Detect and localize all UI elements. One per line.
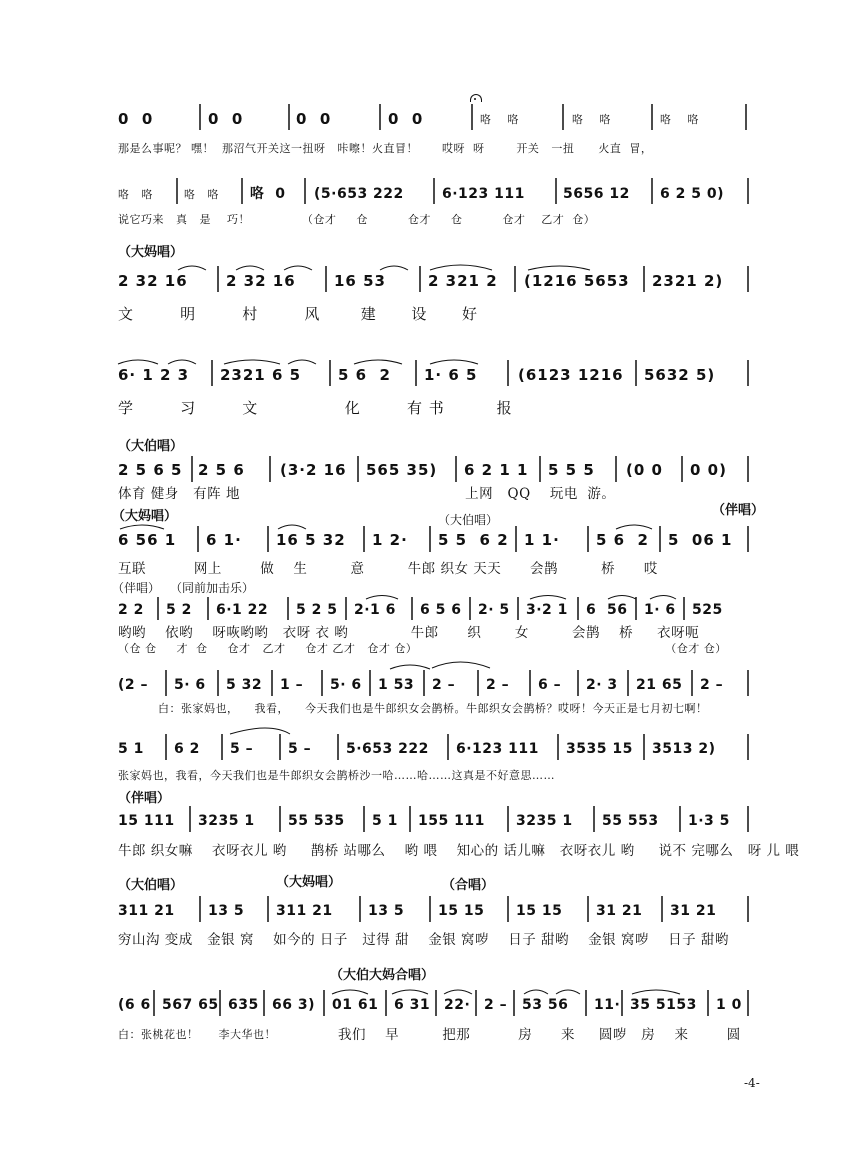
- s11-role-c: （合唱）: [442, 878, 495, 893]
- s6-measure-1: 6 56 1: [118, 531, 177, 549]
- s9-spoken-lyrics: 张家妈也，我看，今天我们也是牛郎织女会鹊桥沙一哈……哈……这真是不好意思……: [118, 769, 555, 782]
- s8-measure-1: (2 –: [118, 677, 149, 693]
- s8-measure-12: 2 –: [700, 677, 724, 693]
- s11-role-a: （大伯唱）: [118, 878, 184, 893]
- s12-measure-3: 635: [228, 997, 259, 1013]
- s12-measure-12: 1 0: [716, 997, 742, 1013]
- s3-measure-6: 2321 2): [652, 272, 724, 290]
- s9-measure-1: 5 1: [118, 741, 144, 757]
- s8-measure-3: 5 32: [226, 677, 263, 693]
- s4-measure-1: 6· 1 2 3: [118, 366, 190, 384]
- s2-measure-1: 咯 咯: [118, 188, 153, 201]
- s9-measure-3: 5 –: [230, 741, 254, 757]
- s1-lyrics: 那是么事呢？ 嘿！ 那沼气开关这一扭呀 咔嚓！火直冒！ 哎呀 呀 开关 一扭 火直 冒，: [118, 142, 653, 155]
- s10-measure-6: 3235 1: [516, 813, 573, 829]
- s6-role-right: （伴唱）: [712, 503, 765, 518]
- s2-measure-4: (5·653 222: [314, 186, 404, 202]
- s9-measure-7: 3535 15: [566, 741, 633, 757]
- s9-measure-2: 6 2: [174, 741, 200, 757]
- s8-measure-7: 2 –: [432, 677, 456, 693]
- s12-measure-5: 01 61: [332, 997, 379, 1013]
- s3-measure-2: 2 32 16: [226, 272, 296, 290]
- s9-measure-8: 3513 2): [652, 741, 716, 757]
- s10-measure-4: 5 1: [372, 813, 398, 829]
- s5-measure-3: (3·2 16: [280, 461, 347, 479]
- s3-measure-5: (1216 5653: [524, 272, 630, 290]
- s1-measure-6: 咯 咯: [572, 113, 611, 126]
- s11-measure-1: 311 21: [118, 903, 175, 919]
- s5-measure-2: 2 5 6: [198, 461, 245, 479]
- s1-measure-3: 0 0: [296, 110, 332, 128]
- s6-measure-8: 5 06 1: [668, 531, 733, 549]
- s11-measure-4: 13 5: [368, 903, 405, 919]
- s4-measure-6: 5632 5): [644, 366, 716, 384]
- s2-lyrics: 说它巧来 真 是 巧！ （仓才 仓 仓才 仓 仓才 乙才 仓）: [118, 213, 596, 226]
- s5-measure-6: 5 5 5: [548, 461, 595, 479]
- s9-measure-5: 5·653 222: [346, 741, 429, 757]
- s8-measure-11: 21 65: [636, 677, 683, 693]
- s12-measure-10: 11·: [594, 997, 621, 1013]
- s1-measure-1: 0 0: [118, 110, 154, 128]
- s11-measure-5: 15 15: [438, 903, 485, 919]
- s11-measure-3: 311 21: [276, 903, 333, 919]
- s12-measure-6: 6 31: [394, 997, 431, 1013]
- s7-measure-9: 6 56: [586, 602, 628, 618]
- s4-measure-2: 2321 6 5: [220, 366, 302, 384]
- s3-role-label: （大妈唱）: [118, 245, 184, 260]
- s2-measure-6: 5656 12: [563, 186, 630, 202]
- s7-role-left: （伴唱）: [112, 581, 161, 595]
- s3-lyrics: 文 明 村 风 建 设 好: [118, 305, 479, 323]
- s12-measure-9: 53 56: [522, 997, 569, 1013]
- s4-measure-5: (6123 1216: [518, 366, 624, 384]
- s9-measure-6: 6·123 111: [456, 741, 539, 757]
- s8-measure-4: 1 –: [280, 677, 304, 693]
- s7-lyrics: 哟哟 依哟 呀咴哟哟 衣呀 衣 哟 牛郎 织 女 会鹊 桥 衣呀呃: [118, 625, 700, 641]
- s10-lyrics: 牛郎 织女嘛 衣呀衣儿 哟 鹊桥 站哪么 哟 喂 知心的 话儿嘛 衣呀衣儿 哟 说不 完哪么 呀 儿 喂: [118, 843, 800, 859]
- s10-measure-3: 55 535: [288, 813, 345, 829]
- s2-measure-3: 咯 0: [250, 186, 286, 202]
- s12-measure-7: 22·: [444, 997, 471, 1013]
- s7-percussion: （仓 仓 才 仓 仓才 乙才 仓才 乙才 仓才 仓） （仓才 仓）: [118, 642, 727, 655]
- s12-role-label: （大伯大妈合唱）: [330, 968, 435, 983]
- s7-measure-8: 3·2 1: [526, 602, 568, 618]
- s6-measure-4: 1 2·: [372, 531, 408, 549]
- s5-lyrics: 体育 健身 有阵 地 上网 QQ 玩电 游。: [118, 486, 616, 502]
- s8-measure-10: 2· 3: [586, 677, 618, 693]
- s7-measure-11: 525: [692, 602, 723, 618]
- s7-measure-3: 6·1 22: [216, 602, 269, 618]
- s11-measure-2: 13 5: [208, 903, 245, 919]
- s7-measure-2: 5 2: [166, 602, 192, 618]
- s7-measure-6: 6 5 6: [420, 602, 462, 618]
- s6-measure-5: 5 5 6 2: [438, 531, 509, 549]
- s12-measure-4: 66 3): [272, 997, 315, 1013]
- s11-measure-7: 31 21: [596, 903, 643, 919]
- s1-measure-7: 咯 咯: [660, 113, 699, 126]
- s10-role-label: （伴唱）: [118, 791, 171, 806]
- s11-role-b: （大妈唱）: [276, 875, 342, 890]
- s5-measure-8: 0 0): [690, 461, 727, 479]
- s6-role-left: （大妈唱）: [112, 509, 178, 524]
- s7-measure-10: 1· 6: [644, 602, 676, 618]
- fermata-icon: [470, 94, 482, 102]
- s8-measure-5: 5· 6: [330, 677, 362, 693]
- s11-lyrics: 穷山沟 变成 金银 窝 如今的 日子 过得 甜 金银 窝哕 日子 甜哟 金银 窝哕 日子 甜哟: [118, 932, 729, 948]
- s5-measure-1: 2 5 6 5: [118, 461, 183, 479]
- page-number: -4-: [744, 1076, 760, 1090]
- s9-measure-4: 5 –: [288, 741, 312, 757]
- s6-measure-7: 5 6 2: [596, 531, 649, 549]
- s2-measure-5: 6·123 111: [442, 186, 525, 202]
- s2-measure-2: 咯 咯: [184, 188, 219, 201]
- s8-measure-9: 6 –: [538, 677, 562, 693]
- s1-measure-5: 咯 咯: [480, 113, 519, 126]
- s12-measure-11: 35 5153: [630, 997, 697, 1013]
- s3-measure-3: 16 53: [334, 272, 386, 290]
- s8-measure-6: 1 53: [378, 677, 415, 693]
- s8-measure-2: 5· 6: [174, 677, 206, 693]
- s10-measure-5: 155 111: [418, 813, 485, 829]
- s4-measure-3: 5 6 2: [338, 366, 391, 384]
- s5-measure-7: (0 0: [626, 461, 663, 479]
- s6-role-mid: （大伯唱）: [438, 513, 499, 527]
- s8-measure-8: 2 –: [486, 677, 510, 693]
- s3-measure-4: 2 321 2: [428, 272, 498, 290]
- s12-measure-1: (6 6: [118, 997, 151, 1013]
- s12-measure-2: 567 65: [162, 997, 219, 1013]
- s6-measure-3: 16 5 32: [276, 531, 346, 549]
- s12-spoken-lyrics: 白：张桃花也！ 李大华也！: [118, 1028, 276, 1041]
- s12-measure-8: 2 –: [484, 997, 508, 1013]
- s4-measure-4: 1· 6 5: [424, 366, 478, 384]
- s8-spoken-lyrics: 白：张家妈也， 我看， 今天我们也是牛郎织女会鹊桥。牛郎织女会鹊桥？哎呀！今天正是七月初七啊！: [158, 702, 708, 715]
- s11-measure-8: 31 21: [670, 903, 717, 919]
- s7-measure-4: 5 2 5: [296, 602, 338, 618]
- s7-role-mid: （同前加击乐）: [170, 581, 255, 595]
- s6-measure-6: 1 1·: [524, 531, 560, 549]
- s5-measure-4: 565 35): [366, 461, 438, 479]
- s11-measure-6: 15 15: [516, 903, 563, 919]
- s6-lyrics: 互联 网上 做 生 意 牛郎 织女 天天 会鹊 桥 哎: [118, 561, 658, 577]
- s6-measure-2: 6 1·: [206, 531, 242, 549]
- s10-measure-2: 3235 1: [198, 813, 255, 829]
- s10-measure-7: 55 553: [602, 813, 659, 829]
- s4-lyrics: 学 习 文 化 有 书 报: [118, 399, 513, 417]
- s7-measure-7: 2· 5: [478, 602, 510, 618]
- s1-measure-4: 0 0: [388, 110, 424, 128]
- s12-lyrics: 我们 早 把那 房 来 圆哕 房 来 圆: [338, 1027, 741, 1043]
- s10-measure-1: 15 111: [118, 813, 175, 829]
- s2-measure-7: 6 2 5 0): [660, 186, 724, 202]
- s5-measure-5: 6 2 1 1: [464, 461, 529, 479]
- s1-measure-2: 0 0: [208, 110, 244, 128]
- s7-measure-1: 2 2: [118, 602, 144, 618]
- s10-measure-8: 1·3 5: [688, 813, 730, 829]
- s3-measure-1: 2 32 16: [118, 272, 188, 290]
- s7-measure-5: 2·1 6: [354, 602, 396, 618]
- s5-role-label: （大伯唱）: [118, 439, 184, 454]
